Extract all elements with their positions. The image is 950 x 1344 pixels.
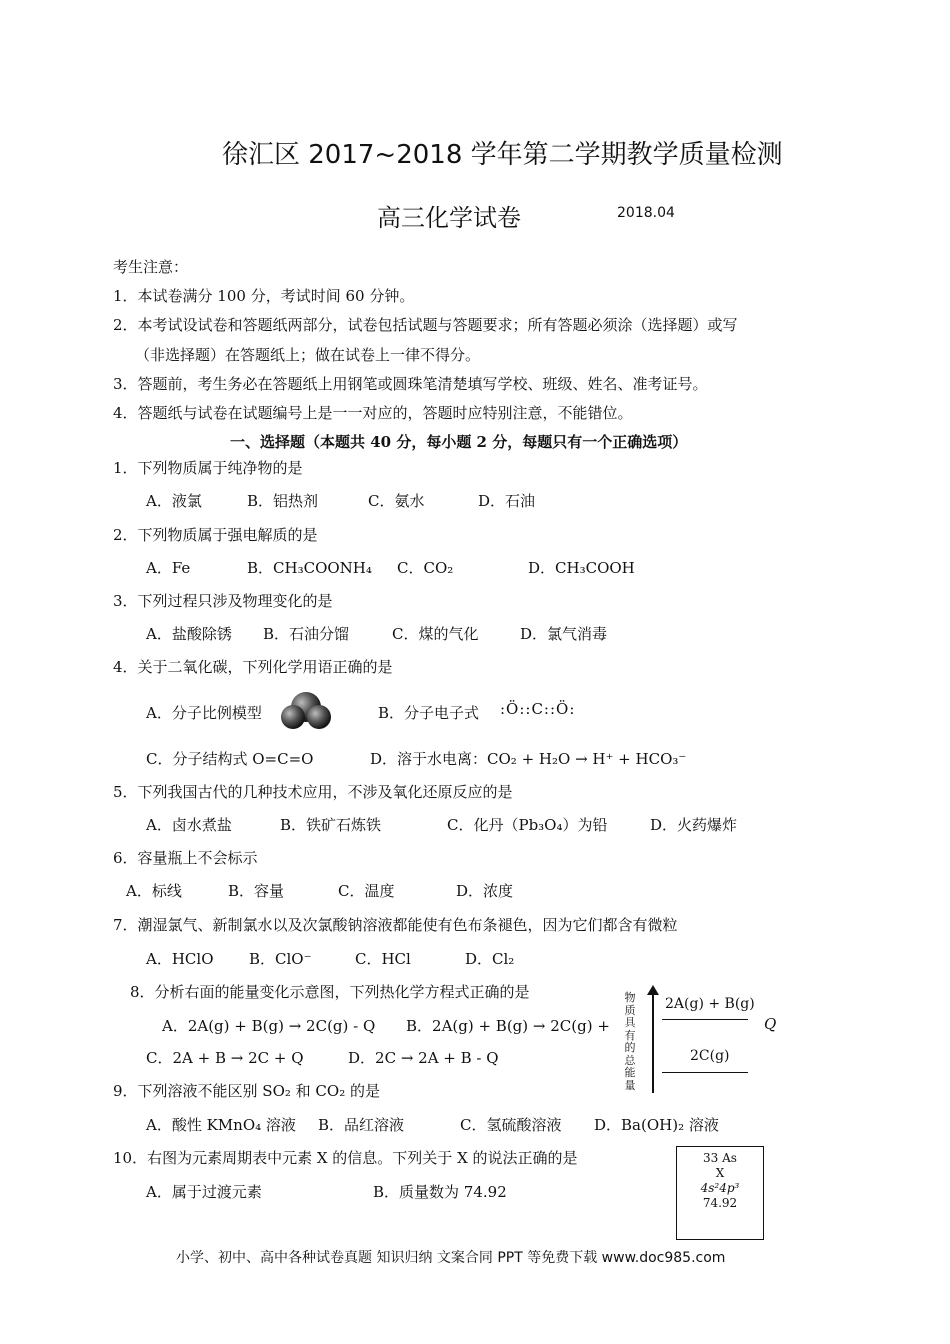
option-c: C．氢硫酸溶液 — [460, 1116, 562, 1134]
option-d: D．氯气消毒 — [520, 625, 608, 643]
section-heading: 一、选择题（本题共 40 分，每小题 2 分，每题只有一个正确选项） — [230, 433, 688, 451]
electron-formula: :Ö::C::Ö: — [500, 700, 576, 718]
element-number-symbol: 33 As — [703, 1151, 737, 1165]
option-d: D．2C → 2A + B - Q — [348, 1049, 499, 1067]
question-stem: 10．右图为元素周期表中元素 X 的信息。下列关于 X 的说法正确的是 — [113, 1149, 578, 1167]
exam-date: 2018.04 — [617, 205, 675, 221]
option-c: C．氨水 — [368, 492, 425, 510]
question-stem: 8．分析右面的能量变化示意图，下列热化学方程式正确的是 — [130, 983, 530, 1001]
option-a: A．盐酸除锈 — [146, 625, 232, 643]
option-c: C．化丹（Pb₃O₄）为铅 — [447, 816, 608, 834]
option-b: B．品红溶液 — [318, 1116, 405, 1134]
energy-upper-label: 2A(g) + B(g) — [665, 996, 755, 1012]
element-info-box — [676, 1146, 764, 1240]
option-a: A．标线 — [126, 882, 182, 900]
option-b: B．铝热剂 — [247, 492, 319, 510]
question-stem: 6．容量瓶上不会标示 — [113, 849, 258, 867]
option-d: D．火药爆炸 — [650, 816, 738, 834]
question-stem: 2．下列物质属于强电解质的是 — [113, 526, 318, 544]
option-a: A．分子比例模型 — [146, 704, 262, 722]
page-subtitle: 高三化学试卷 — [377, 204, 521, 232]
notice-item: 3．答题前，考生务必在答题纸上用钢笔或圆珠笔清楚填写学校、班级、姓名、准考证号。 — [113, 375, 708, 393]
option-a: A．卤水煮盐 — [146, 816, 232, 834]
notice-heading: 考生注意： — [113, 258, 189, 276]
option-a: A．液氯 — [146, 492, 202, 510]
option-b: B．分子电子式 — [378, 704, 480, 722]
option-a: A．属于过渡元素 — [146, 1183, 262, 1201]
option-b: B．CH₃COONH₄ — [247, 559, 372, 577]
question-stem: 5．下列我国古代的几种技术应用，不涉及氧化还原反应的是 — [113, 783, 513, 801]
energy-axis-label: 物质具有的总能量 — [624, 991, 636, 1092]
question-stem: 1．下列物质属于纯净物的是 — [113, 459, 303, 477]
question-stem: 9．下列溶液不能区别 SO₂ 和 CO₂ 的是 — [113, 1082, 380, 1100]
option-c: C．2A + B → 2C + Q — [146, 1049, 304, 1067]
element-config: 4s²4p³ — [700, 1181, 740, 1195]
question-stem: 4．关于二氧化碳，下列化学用语正确的是 — [113, 658, 393, 676]
notice-item: （非选择题）在答题纸上；做在试卷上一律不得分。 — [135, 346, 481, 364]
notice-item: 1．本试卷满分 100 分，考试时间 60 分钟。 — [113, 287, 415, 305]
notice-item: 2．本考试设试卷和答题纸两部分，试卷包括试题与答题要求；所有答题必须涂（选择题）或写 — [113, 316, 738, 334]
option-a: A．HClO — [146, 950, 214, 968]
option-c: C．HCl — [355, 950, 411, 968]
element-mass: 74.92 — [702, 1196, 738, 1210]
option-d: D．Cl₂ — [465, 950, 515, 968]
option-b: B．铁矿石炼铁 — [280, 816, 382, 834]
option-a: A．酸性 KMnO₄ 溶液 — [146, 1116, 296, 1134]
option-c: C．煤的气化 — [392, 625, 479, 643]
notice-item: 4．答题纸与试卷在试题编号上是一一对应的，答题时应特别注意，不能错位。 — [113, 404, 633, 422]
option-d: D．石油 — [478, 492, 536, 510]
option-b: B．ClO⁻ — [249, 950, 312, 968]
page-title: 徐汇区 2017~2018 学年第二学期教学质量检测 — [222, 140, 783, 170]
option-a: A．Fe — [146, 559, 191, 577]
option-b: B．石油分馏 — [263, 625, 350, 643]
question-stem: 3．下列过程只涉及物理变化的是 — [113, 592, 333, 610]
option-c: C．CO₂ — [397, 559, 454, 577]
energy-q-label: Q — [764, 1015, 777, 1033]
question-stem: 7．潮湿氯气、新制氯水以及次氯酸钠溶液都能使有色布条褪色，因为它们都含有微粒 — [113, 916, 678, 934]
option-d: D．Ba(OH)₂ 溶液 — [594, 1116, 719, 1134]
option-d: D．溶于水电离：CO₂ + H₂O → H⁺ + HCO₃⁻ — [370, 750, 687, 768]
option-c: C．分子结构式 O=C=O — [146, 750, 314, 768]
option-d: D．浓度 — [456, 882, 514, 900]
option-d: D．CH₃COOH — [528, 559, 635, 577]
energy-lower-level — [662, 1072, 748, 1073]
energy-axis — [652, 993, 654, 1093]
option-c: C．温度 — [338, 882, 395, 900]
option-a: A．2A(g) + B(g) → 2C(g) - Q — [162, 1017, 376, 1035]
option-b: B．2A(g) + B(g) → 2C(g) + — [406, 1017, 610, 1035]
co2-space-filling-model — [280, 690, 332, 732]
option-b: B．质量数为 74.92 — [373, 1183, 507, 1201]
energy-upper-level — [662, 1019, 748, 1020]
footer-text: 小学、初中、高中各种试卷真题 知识归纳 文案合同 PPT 等免费下载 www.doc985.com — [176, 1250, 726, 1266]
element-letter: X — [715, 1166, 725, 1180]
option-b: B．容量 — [228, 882, 285, 900]
energy-lower-label: 2C(g) — [690, 1048, 730, 1064]
